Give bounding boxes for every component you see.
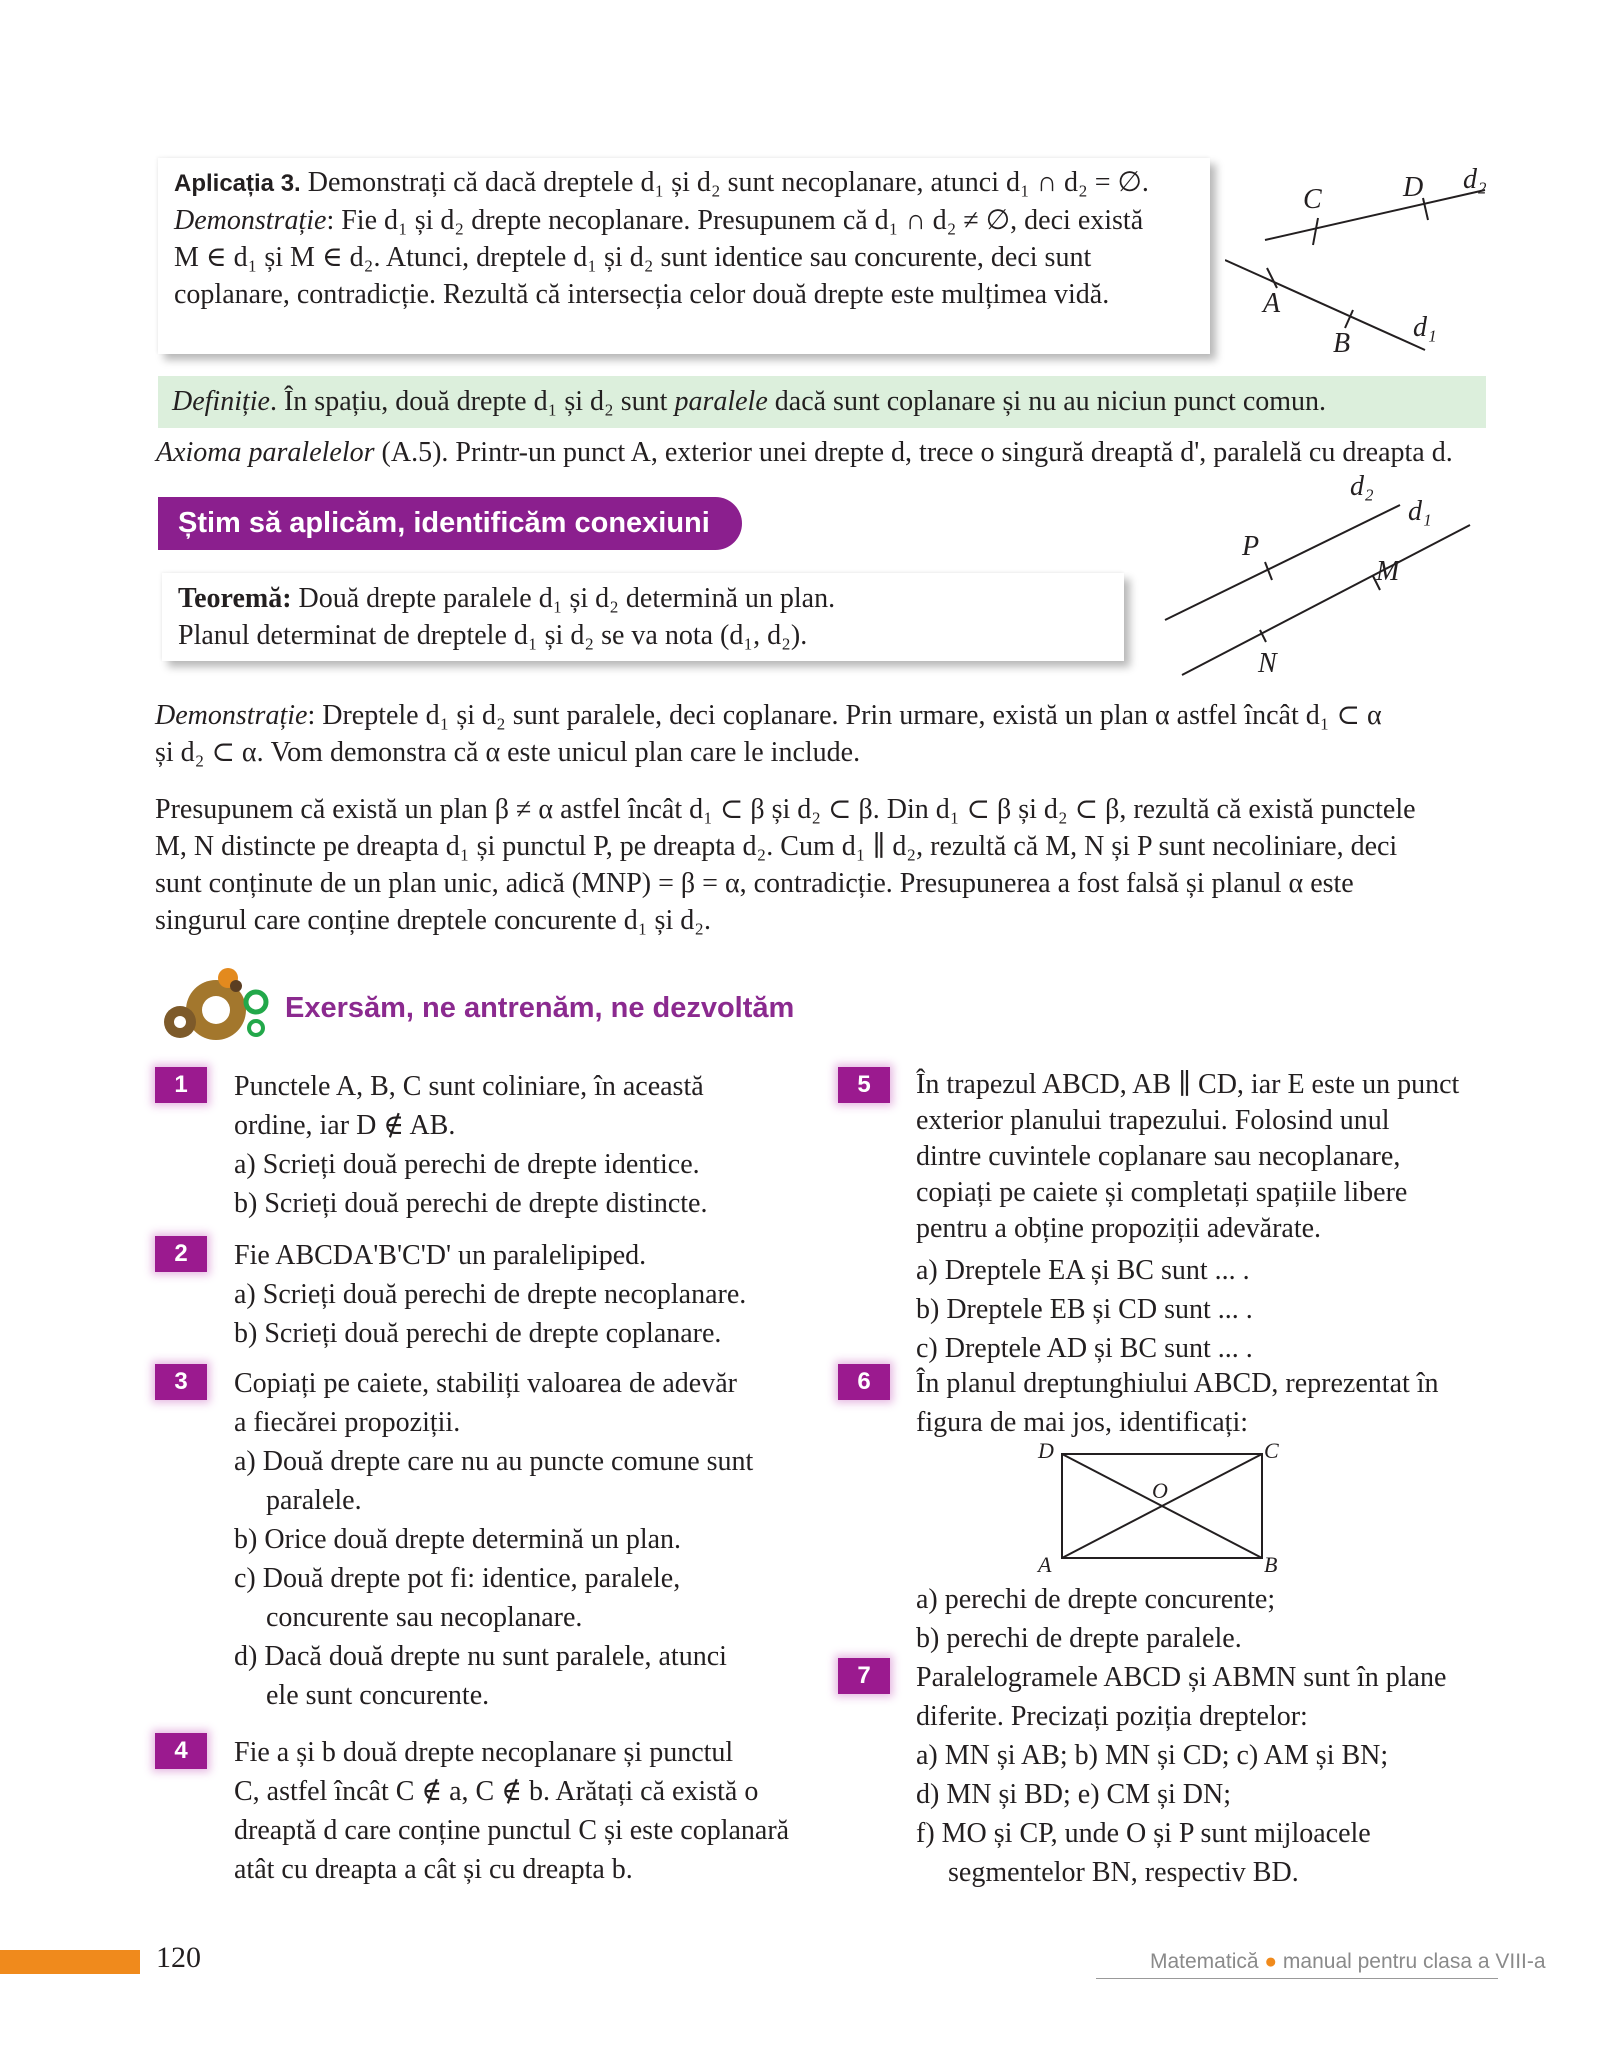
footer-orange-bar [0,1950,140,1974]
exercise-3: Copiați pe caiete, stabiliți valoarea de adevăr a fiecărei propoziții. a) Două drepte care nu au puncte comune sunt paralele. b) Orice două drepte determină un plan. c) Două drepte pot fi: identice, paralele, concurente sau necoplanare. d) Dacă două drepte nu sunt paralele, atunci ele sunt concurente. [234,1368,754,1711]
definition-box: Definiție. În spațiu, două drepte d₁ și d₂ sunt paralele dacă sunt coplanare și nu au niciun punct comun. [158,376,1486,428]
point-d-label: D [1038,1438,1054,1463]
axiom-label: Axioma paralelelor [156,437,375,468]
point-b-label: B [1264,1552,1278,1576]
definition-term: paralele [674,386,768,417]
section-title-pill [158,497,742,550]
page-number: 120 [156,1941,201,1974]
line-d2-label: d₂ [1463,164,1487,195]
line-d1-label: d₁ [1408,496,1432,527]
point-p-label: P [1242,531,1260,562]
exercise-6-badge: 6 [838,1364,890,1400]
point-a-label: A [1263,288,1281,319]
point-c-label: C [1264,1438,1279,1463]
proof-line-3: coplanare, contradicție. Rezultă că intersecția celor două drepte este mulțimea vidă. [174,279,1110,310]
proof-line-2: M ∈ d₁ și M ∈ d₂. Atunci, dreptele d₁ și d₂ sunt identice sau concurente, deci sunt [174,242,1092,273]
theorem-proof-continued: Presupunem că există un plan β ≠ α astfel încât d₁ ⊂ β și d₂ ⊂ β. Din d₁ ⊂ β și d₂ ⊂ β, rezultă că există punctele M, N distincte pe dreapta d₁ și punctul P, pe dreapta d₂. Cum d₁ ∥ d₂, rezultă că M, N și P sunt necoliniare, deci sunt conținute de un plan unic, adică (MNP) = β = α, contradicție. Presupunerea a fost falsă și planul α este singurul care conține dreptele concurente d₁ și d₂. [155,794,1416,936]
theorem-label: Teoremă: [178,583,292,614]
section-title: Știm să aplicăm, identificăm conexiuni [178,507,710,539]
exercise-5-badge: 5 [838,1067,890,1103]
exercise-3-badge: 3 [155,1364,207,1400]
application-3-proof: Demonstrație: Fie d₁ și d₂ drepte necoplanare. Presupunem că d₁ ∩ d₂ ≠ ∅, deci există [174,205,1144,236]
theorem-card: Teoremă: Două drepte paralele d₁ și d₂ determină un plan. Planul determinat de dreptele d₁ și d₂ se va nota (d₁, d₂). [162,573,1124,661]
exercise-6: În planul dreptunghiului ABCD, reprezentat în figura de mai jos, identificați: [916,1368,1439,1438]
exercise-5: În trapezul ABCD, AB ∥ CD, iar E este un punct exterior planului trapezului. Folosind unul dintre cuvintele coplanare sau necoplanare, copiați pe caiete și completați spațiile libere pentru a obține propoziții adevărate. a) Dreptele EA și BC sunt ... . b) Dreptele EB și CD sunt ... . c) Dreptele AD și BC sunt ... . [916,1069,1460,1364]
application-3-label: Aplicația 3. [174,170,301,197]
proof-label: Demonstrație [174,205,327,236]
exercises-title: Exersăm, ne antrenăm, ne dezvoltăm [285,992,795,1024]
point-a-label: A [1038,1552,1052,1576]
point-b-label: B [1333,328,1351,359]
exercise-1-badge: 1 [155,1067,207,1103]
bullet-icon: ● [1264,1950,1278,1973]
axiom-text: Axioma paralelelor (A.5). Printr-un punct A, exterior unei drepte d, trece o singură dreaptă d', paralelă cu dreapta d. [156,437,1453,468]
figure-skew-lines [1225,160,1505,360]
exercise-2-badge: 2 [155,1236,207,1272]
exercise-7-badge: 7 [838,1658,890,1694]
line-d2-label: d₂ [1350,471,1374,502]
line-d1-label: d₁ [1413,312,1437,343]
exercise-1: Punctele A, B, C sunt coliniare, în această ordine, iar D ∉ AB. a) Scrieți două perechi de drepte identice. b) Scrieți două perechi de drepte distincte. [234,1071,708,1219]
theorem-line-2: Planul determinat de dreptele d₁ și d₂ se va nota (d₁, d₂). [178,620,808,651]
point-o-label: O [1152,1478,1168,1503]
gears-icon [158,966,278,1046]
exercise-4-badge: 4 [155,1733,207,1769]
application-3-card [158,158,1210,354]
exercise-2: Fie ABCDA'B'C'D' un paralelipiped. a) Scrieți două perechi de drepte necoplanare. b) Scrieți două perechi de drepte coplanare. [234,1240,747,1349]
proof2-line-2: și d₂ ⊂ α. Vom demonstra că α este unicul plan care le include. [155,737,861,768]
definition-label: Definiție [172,386,270,417]
theorem-proof: Demonstrație: Dreptele d₁ și d₂ sunt paralele, deci coplanare. Prin urmare, există un plan α astfel încât d₁ ⊂ α și d₂ ⊂ α. Vom demonstra că α este unicul plan care le include. [155,697,1495,771]
point-n-label: N [1258,648,1277,679]
figure-rectangle-abcd [1028,1436,1298,1576]
figure-parallel-lines [1160,470,1480,680]
exercise-6-tasks: a) perechi de drepte concurente; b) perechi de drepte paralele. [916,1584,1276,1654]
proof2-label: Demonstrație [155,700,308,731]
exercise-4: Fie a și b două drepte necoplanare și punctul C, astfel încât C ∉ a, C ∉ b. Arătați că există o dreaptă d care conține punctul C și este coplanară atât cu dreapta a cât și cu dreapta b. [234,1737,790,1885]
point-d-label: D [1403,172,1424,203]
footer-book-title: Matematică ● manual pentru clasa a VIII-a [1150,1950,1546,1973]
exercise-7: Paralelogramele ABCD și ABMN sunt în plane diferite. Precizați poziția dreptelor: a) MN și AB; b) MN și CD; c) AM și BN; d) MN și BD; e) CM și DN; f) MO și CP, unde O și P sunt mijloacele segmentelor BN, respectiv BD. [916,1662,1447,1888]
point-m-label: M [1376,556,1400,587]
footer-rule [1096,1978,1498,1979]
application-3-statement: Aplicația 3. Demonstrați că dacă dreptele d₁ și d₂ sunt necoplanare, atunci d₁ ∩ d₂ = ∅. [174,167,1149,198]
point-c-label: C [1303,184,1322,215]
